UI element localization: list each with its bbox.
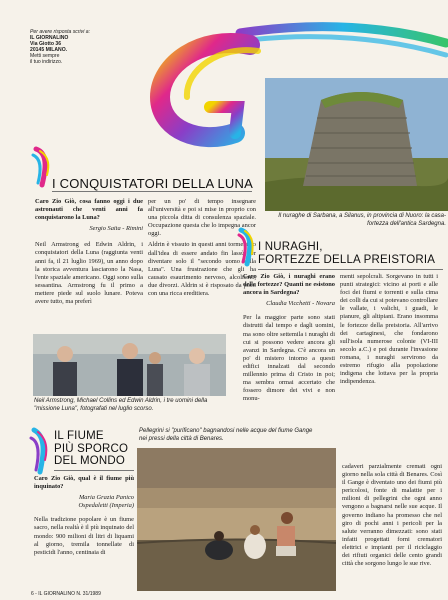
nuraghe-photo-caption: Il nuraghe di Sarbana, a Silanus, in provincia di Nuoro: la casa-fortezza dell'antica Sardegna. xyxy=(278,213,446,227)
address-line: IL GIORNALINO xyxy=(30,35,69,42)
reader-signature: Claudia Vicchetti - Novara xyxy=(266,300,335,308)
article-river-column-1 xyxy=(34,475,134,560)
article-river-column-2 xyxy=(342,463,442,571)
ganges-photo xyxy=(137,448,336,591)
address-block xyxy=(30,29,90,66)
address-line: Per avere risposta scrivi a: xyxy=(30,29,91,35)
paint-stroke-icon xyxy=(236,226,256,268)
address-line: Metti sempre xyxy=(30,53,60,60)
address-line: il tuo indirizzo. xyxy=(30,59,63,66)
article-river-title xyxy=(54,430,128,468)
reader-signature: Sergio Saita - Rimini xyxy=(89,225,143,233)
logo-letter: G xyxy=(195,117,203,128)
ganges-image xyxy=(137,448,336,591)
answer-paragraph: Nella tradizione popolare è un fiume sacro, nella realtà è il più inquinato del mondo: 900 milioni di litri di liquami al giorno, tremila tonnellate di pesticidi l'anno, centinaia di xyxy=(34,516,134,556)
reader-question: Caro Zio Giò, i nuraghi erano delle fortezze? Quanti ne esistono ancora in Sardegna? xyxy=(243,273,335,297)
answer-paragraph: cadaveri parzialmente cremati ogni giorno nella sola città di Benares. Così il Gange è diventato uno dei fiumi più pericolosi, fonte di malattie per i milioni di pellegrini che ogni anno vengono a bagnarsi nelle sue acque. Il governo indiano ha promesso che nel giro di pochi anni i pericoli per la salute verranno dimezzati: sono stati infatti progettati forni crematori elettrici e impianti per il riciclaggio dei rifiuti organici delle cento grandi città che sorgono lungo le sue rive. xyxy=(342,463,442,568)
address-line: Via Giotto 36 xyxy=(30,41,62,48)
answer-paragraph: Aldrin è vissuto in questi anni tormentato dall'idea di essere andato fin lassù per diventare solo il "secondo uomo sulla Luna". Una frustrazione che gli ha causato esaurimento nervoso, alcolismo, due divorzi. Aldrin si è risposato da poco con una ricca ereditiera. xyxy=(148,241,256,298)
answer-paragraph: menti sepolcrali. Sorgevano in tutti i punti strategici: vicino ai porti e alle foci dei fiumi e torrenti e sulla cima dei colli da cui si potevano controllare le vallate, i valichi, i guadi, le pianure, gli altipiani. Erano insomma le fortezze della preistoria. All'arrivo dei cartaginesi, che fondarono sull'isola numerose colonie (VI-III secolo a.C.) e poi durante l'invasione romana, i nuraghi servirono da estremo rifugio alla popolazione indigena che lottava per la propria indipendenza. xyxy=(340,273,438,386)
title-line: IL FIUME xyxy=(54,430,104,442)
title-line: I NURAGHI, xyxy=(258,241,323,253)
answer-paragraph: per un po' di tempo insegnare all'università e poi si mise in proprio con una piccola ditta di consulenza spaziale. Occupazione questa che lo impegna ancor oggi. xyxy=(148,198,256,238)
reader-signature: Ospedaletti (Imperia) xyxy=(78,502,134,510)
title-line: DEL MONDO xyxy=(54,455,126,467)
article-moon-title: I CONQUISTATORI DELLA LUNA xyxy=(52,176,253,191)
reader-question: Caro Zio Giò, qual è il fiume più inquinato? xyxy=(34,475,134,491)
nuraghe-photo xyxy=(265,78,448,211)
article-nuraghi-column-2 xyxy=(340,273,438,389)
nuraghe-image xyxy=(265,78,448,211)
title-line: PIÙ SPORCO xyxy=(54,442,129,455)
article-nuraghi-column-1 xyxy=(243,273,335,406)
divider xyxy=(258,269,443,270)
river-photo-caption: Pellegrini si "purificano" bagnandosi nelle acque del fiume Gange nei pressi della città di Benares. xyxy=(139,428,313,442)
paint-stroke-icon xyxy=(30,145,52,190)
page-footer: 6 - IL GIORNALINO N. 31/1989 xyxy=(31,591,101,597)
astronauts-photo xyxy=(33,334,226,396)
answer-paragraph: Per la maggior parte sono stati distrutti dal tempo e dagli uomini, ma sono oltre settemila i nuraghi di cui si possono vedere ancora gli avanzi in Sardegna. C'è ancora un po' di mistero intorno a questi edifici innalzati dal secondo millennio prima di Cristo in poi; ma sembra ormai accertato che fossero dimore dei vivi e non monu- xyxy=(243,314,335,403)
address-line: 20145 MILANO. xyxy=(30,47,68,54)
article-nuraghi-title xyxy=(258,241,435,267)
divider xyxy=(54,470,134,471)
astronauts-photo-caption: Neil Armstrong, Michael Collins ed Edwin Aldrin, i tre uomini della "missione Luna", fotografati nel luglio scorso. xyxy=(34,398,208,412)
answer-paragraph: Neil Armstrong ed Edwin Aldrin, i conquistatori della Luna (raggiunta venti anni fa, il 21 luglio 1969), un anno dopo la storica avventura lasciarono la Nasa, l'ente spaziale americano. Oggi sono sulla sessantina. Armstrong fu il primo a mettere piede sul suolo lunare. Poteva avere tutto, ma preferì xyxy=(35,241,143,306)
reader-question: Caro Zio Giò, cosa fanno oggi i due astronauti che venti anni fa conquistarono la Luna? xyxy=(35,198,143,222)
title-line: FORTEZZE DELLA PREISTORIA xyxy=(258,254,436,266)
divider xyxy=(52,191,252,192)
paint-stroke-icon xyxy=(28,426,50,476)
astronauts-image xyxy=(33,334,226,396)
reader-signature: Maria Grazia Panico xyxy=(78,494,134,502)
article-moon-column-1 xyxy=(35,198,143,309)
